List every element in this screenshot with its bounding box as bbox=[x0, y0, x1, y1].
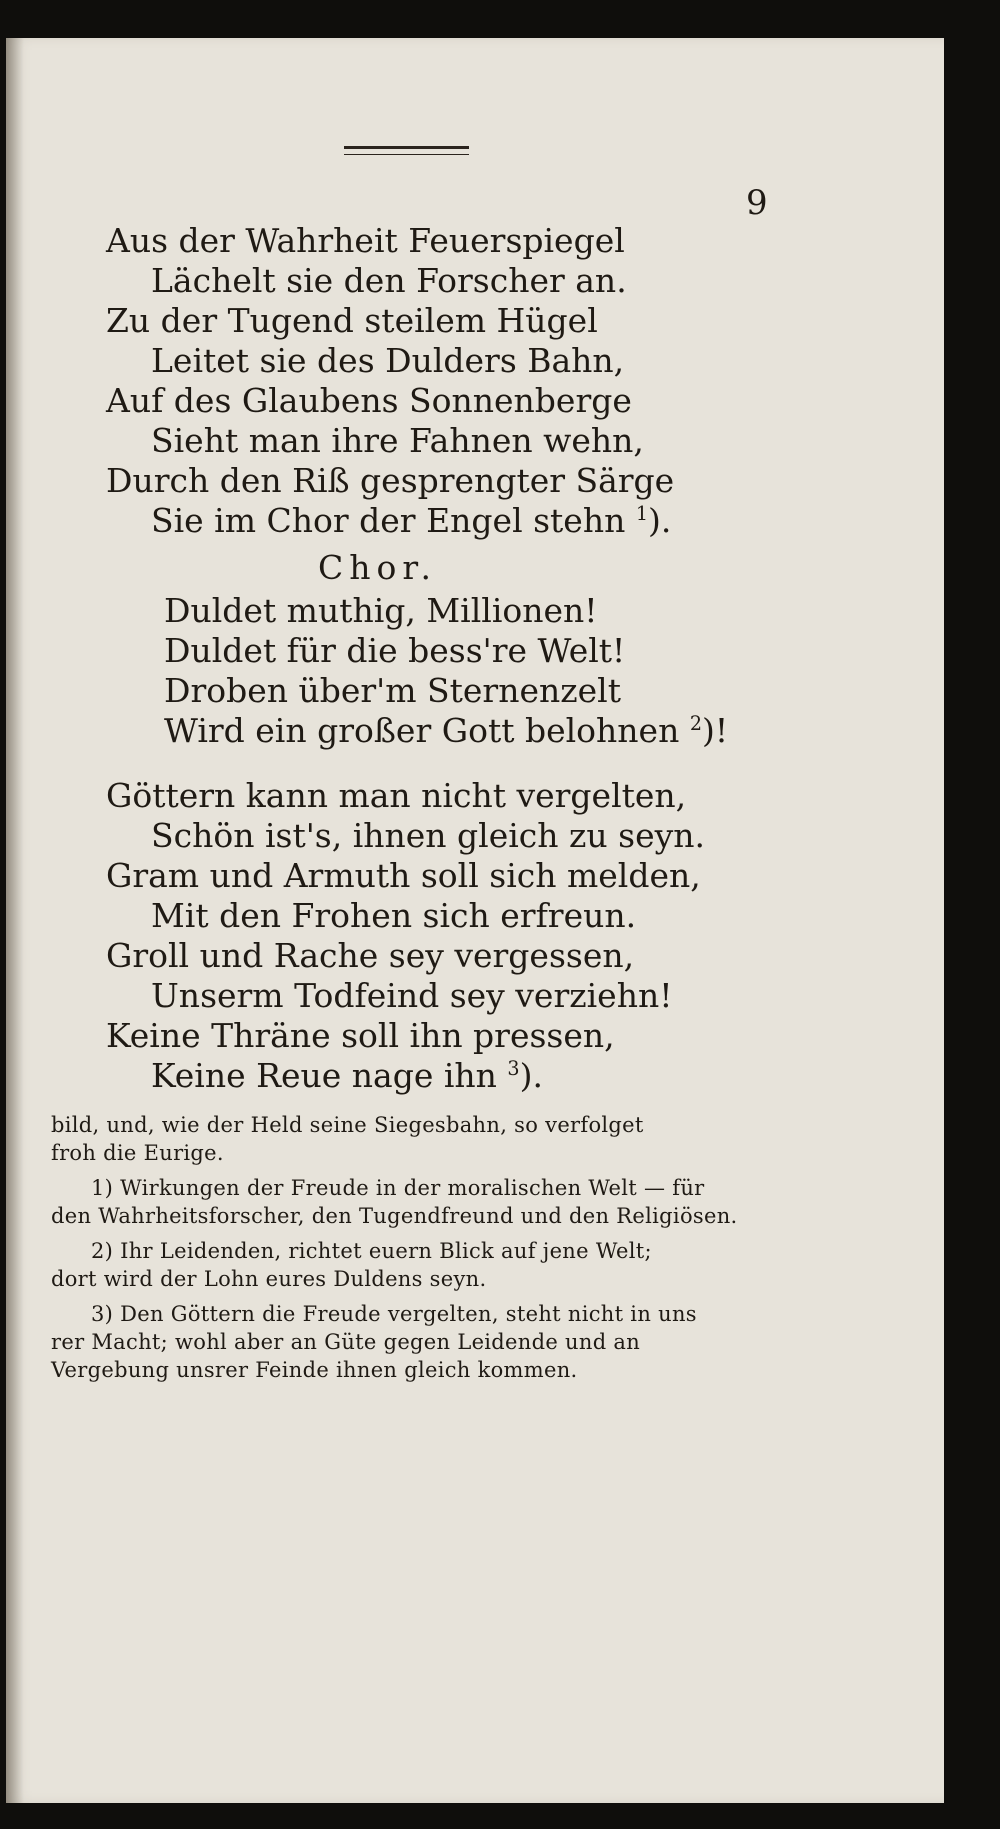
page-gutter-shadow bbox=[6, 38, 24, 1803]
footnote-line: 3) Den Göttern die Freude vergelten, steht nicht in uns bbox=[91, 1302, 697, 1326]
page-number: 9 bbox=[746, 183, 768, 223]
verse-line: Keine Reue nage ihn $^3$). bbox=[151, 1056, 543, 1095]
verse-line: Zu der Tugend steilem Hügel bbox=[106, 301, 598, 340]
verse-line: Duldet muthig, Millionen! bbox=[164, 591, 598, 630]
verse-line: Schön ist's, ihnen gleich zu seyn. bbox=[151, 816, 705, 855]
footnote-line: froh die Eurige. bbox=[51, 1141, 224, 1165]
verse-line: Mit den Frohen sich erfreun. bbox=[151, 896, 637, 935]
footnote-ref: 1 bbox=[635, 502, 649, 525]
footnote-line: dort wird der Lohn eures Duldens seyn. bbox=[51, 1267, 487, 1291]
verse-line: Lächelt sie den Forscher an. bbox=[151, 261, 627, 300]
chorus-label: Chor. bbox=[318, 548, 438, 587]
verse-line: Leitet sie des Dulders Bahn, bbox=[151, 341, 625, 380]
verse-line: Keine Thräne soll ihn pressen, bbox=[106, 1016, 615, 1055]
footnote-line: bild, und, wie der Held seine Siegesbahn, so verfolget bbox=[51, 1113, 644, 1137]
verse-line: Aus der Wahrheit Feuerspiegel bbox=[106, 221, 625, 260]
verse-line: Sieht man ihre Fahnen wehn, bbox=[151, 421, 644, 460]
footnote-line: Vergebung unsrer Feinde ihnen gleich kommen. bbox=[51, 1358, 578, 1382]
footnote-ref: 2 bbox=[689, 712, 702, 735]
footnote-line: 1) Wirkungen der Freude in der moralischen Welt — für bbox=[91, 1176, 705, 1200]
verse-line: Wird ein großer Gott belohnen $^2$)! bbox=[164, 711, 729, 750]
verse-line: Durch den Riß gesprengter Särge bbox=[106, 461, 675, 500]
ornamental-rule bbox=[344, 146, 469, 155]
verse-line: Göttern kann man nicht vergelten, bbox=[106, 776, 687, 815]
verse-line: Groll und Rache sey vergessen, bbox=[106, 936, 635, 975]
verse-line: Duldet für die bess're Welt! bbox=[164, 631, 626, 670]
footnote-line: rer Macht; wohl aber an Güte gegen Leidende und an bbox=[51, 1330, 641, 1354]
verse-line: Auf des Glaubens Sonnenberge bbox=[106, 381, 632, 420]
footnote-line: den Wahrheitsforscher, den Tugendfreund und den Religiösen. bbox=[51, 1204, 738, 1228]
verse-line: Sie im Chor der Engel stehn $^1$). bbox=[151, 501, 672, 540]
verse-line: Gram und Armuth soll sich melden, bbox=[106, 856, 701, 895]
verse-line: Droben über'm Sternenzelt bbox=[164, 671, 621, 710]
book-page bbox=[6, 38, 944, 1803]
footnote-line: 2) Ihr Leidenden, richtet euern Blick auf jene Welt; bbox=[91, 1239, 652, 1263]
verse-line: Unserm Todfeind sey verziehn! bbox=[151, 976, 673, 1015]
footnote-ref: 3 bbox=[507, 1057, 520, 1080]
